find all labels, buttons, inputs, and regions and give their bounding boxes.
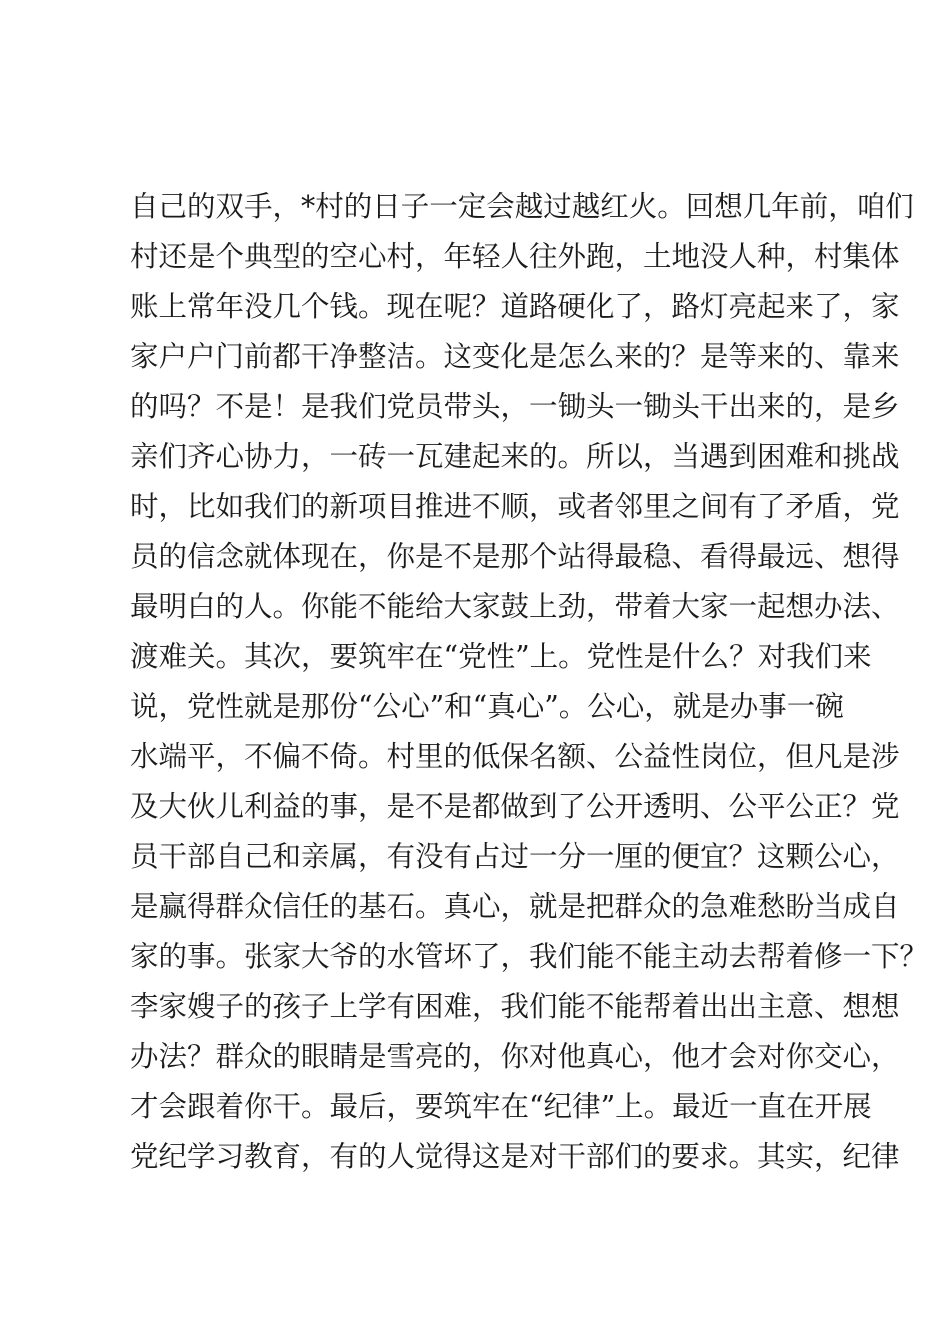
text-line: 最明白的人。你能不能给大家鼓上劲，带着大家一起想办法、	[130, 590, 900, 623]
text-line: 村还是个典型的空心村，年轻人往外跑，土地没人种，村集体	[130, 240, 900, 273]
text-line: 说，党性就是那份“公心”和“真心”。公心，就是办事一碗	[130, 690, 844, 723]
text-line: 员的信念就体现在，你是不是那个站得最稳、看得最远、想得	[130, 540, 900, 573]
text-line: 家的事。张家大爷的水管坏了，我们能不能主动去帮着修一下？	[130, 940, 929, 973]
text-line: 亲们齐心协力，一砖一瓦建起来的。所以，当遇到困难和挑战	[130, 440, 900, 473]
text-line: 才会跟着你干。最后，要筑牢在“纪律”上。最近一直在开展	[130, 1090, 872, 1123]
text-line: 家户户门前都干净整洁。这变化是怎么来的？是等来的、靠来	[130, 340, 900, 373]
text-line: 自己的双手，*村的日子一定会越过越红火。回想几年前，咱们	[130, 190, 914, 223]
text-line: 党纪学习教育，有的人觉得这是对干部们的要求。其实，纪律	[130, 1140, 900, 1173]
text-line: 办法？群众的眼睛是雪亮的，你对他真心，他才会对你交心，	[130, 1040, 900, 1073]
text-line: 账上常年没几个钱。现在呢？道路硬化了，路灯亮起来了，家	[130, 290, 900, 323]
text-line: 员干部自己和亲属，有没有占过一分一厘的便宜？这颗公心，	[130, 840, 900, 873]
text-line: 时，比如我们的新项目推进不顺，或者邻里之间有了矛盾，党	[130, 490, 900, 523]
text-line: 及大伙儿利益的事，是不是都做到了公开透明、公平公正？党	[130, 790, 900, 823]
text-line: 李家嫂子的孩子上学有困难，我们能不能帮着出出主意、想想	[130, 990, 900, 1023]
text-line: 水端平，不偏不倚。村里的低保名额、公益性岗位，但凡是涉	[130, 740, 900, 773]
text-line: 渡难关。其次，要筑牢在“党性”上。党性是什么？对我们来	[130, 640, 872, 673]
body-text	[130, 182, 929, 1182]
text-line: 的吗？不是！是我们党员带头，一锄头一锄头干出来的，是乡	[130, 390, 900, 423]
text-line: 是赢得群众信任的基石。真心，就是把群众的急难愁盼当成自	[130, 890, 900, 923]
